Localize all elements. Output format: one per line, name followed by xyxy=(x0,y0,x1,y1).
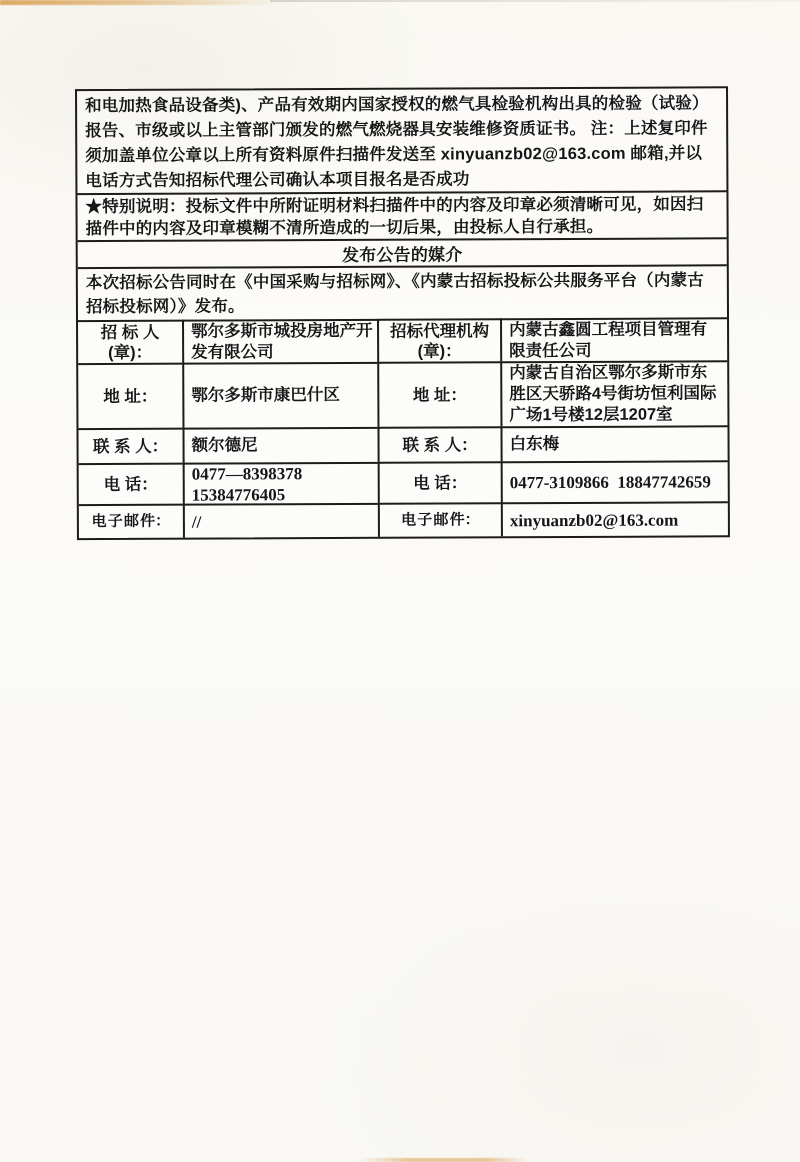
bidder-email: // xyxy=(191,512,202,532)
bidder-name: 鄂尔多斯市城投房地产开发有限公司 xyxy=(191,321,373,362)
bidder-phone-line1: 0477—8398378 xyxy=(191,463,303,484)
agency-name: 内蒙古鑫圆工程项目管理有限责任公司 xyxy=(509,319,708,360)
bidder-address-cell xyxy=(182,362,377,428)
agency-phone-cell xyxy=(501,460,728,502)
contact-grid xyxy=(78,317,728,538)
bidder-address-label: 地 址： xyxy=(103,387,158,406)
agency-phone-label-cell xyxy=(378,461,501,503)
agency-name-cell xyxy=(500,317,727,361)
media-body-cell xyxy=(78,264,727,320)
agency-email-label-cell xyxy=(378,502,501,537)
bidder-email-label: 电 子 邮 件： xyxy=(91,512,171,531)
media-body-text: 本次招标公告同时在《中国采购与招标网》、《内蒙古招标投标公共服务平台（内蒙古招标投标网）》发布。 xyxy=(85,271,704,317)
bidder-contact-cell xyxy=(182,427,377,463)
agency-address-label-cell xyxy=(377,361,500,427)
bidder-phone-label: 电 话： xyxy=(103,475,158,494)
bidder-name-cell xyxy=(182,319,377,363)
bidder-contact-label: 联 系 人： xyxy=(92,437,169,456)
bidder-label-line2: (章)： xyxy=(108,343,153,362)
media-section-header-cell xyxy=(78,237,727,267)
agency-contact-cell xyxy=(500,425,727,461)
agency-phone: 0477-3109866 18847742659 xyxy=(509,472,711,493)
agency-email: xinyuanzb02@163.com xyxy=(509,510,679,530)
agency-address-cell xyxy=(500,360,727,426)
special-note-cell xyxy=(77,190,726,240)
agency-label-cell xyxy=(377,318,500,362)
media-section-title: 发布公告的媒介 xyxy=(341,245,463,265)
bidder-email-label-cell xyxy=(79,504,183,538)
bidder-phone-label-cell xyxy=(79,463,183,504)
agency-email-cell xyxy=(501,501,728,536)
bidder-label-cell xyxy=(78,320,182,363)
agency-address-label: 地 址： xyxy=(412,385,467,405)
special-note-text: ★特别说明：投标文件中所附证明材料扫描件中的内容及印章必须清晰可见，如因扫描件中的内容及印章模糊不清所造成的一切后果，由投标人自行承担。 xyxy=(85,195,704,239)
bidder-address-label-cell xyxy=(78,363,182,428)
agency-label-line1: 招标代理机构 xyxy=(390,321,490,341)
bidder-phone-cell xyxy=(183,462,378,504)
copy-submission-note-text: 注：上述复印件须加盖单位公章以上所有资料原件扫描件发送至 xinyuanzb02@163.com 邮箱,并以电话方式告知招标代理公司确认本项目报名是否成功 xyxy=(85,119,708,191)
agency-address: 内蒙古自治区鄂尔多斯市东胜区天骄路4号街坊恒利国际广场1号楼12层1207室 xyxy=(509,363,717,425)
bidder-address: 鄂尔多斯市康巴什区 xyxy=(191,385,340,405)
agency-phone-label: 电 话： xyxy=(413,473,468,493)
bidder-email-cell xyxy=(183,503,378,538)
bidder-contact-label-cell xyxy=(78,428,182,463)
scan-artifact-top-streak xyxy=(0,0,278,5)
agency-contact-label-cell xyxy=(377,426,500,462)
bidder-phone-line2: 15384776405 xyxy=(191,484,286,504)
agency-email-label: 电 子 邮 件： xyxy=(401,511,480,529)
bidder-contact-name: 额尔德尼 xyxy=(191,436,258,455)
qualification-and-note-cell xyxy=(77,88,726,193)
bidder-label-line1: 招 标 人 xyxy=(100,323,160,342)
agency-label-line2: (章)： xyxy=(417,341,462,361)
agency-contact-name: 白东梅 xyxy=(509,435,560,454)
scan-artifact-bottom-streak xyxy=(358,1158,528,1162)
tender-announcement-table xyxy=(75,86,730,540)
scan-edge-shadow xyxy=(270,0,800,2)
qualification-continuation-text: 和电加热食品设备类)、产品有效期内国家授权的燃气具检验机构出具的检验（试验）报告、市级或以上主管部门颁发的燃气燃烧器具安装维修资质证书。 xyxy=(85,94,709,141)
agency-contact-label: 联 系 人： xyxy=(402,435,478,455)
